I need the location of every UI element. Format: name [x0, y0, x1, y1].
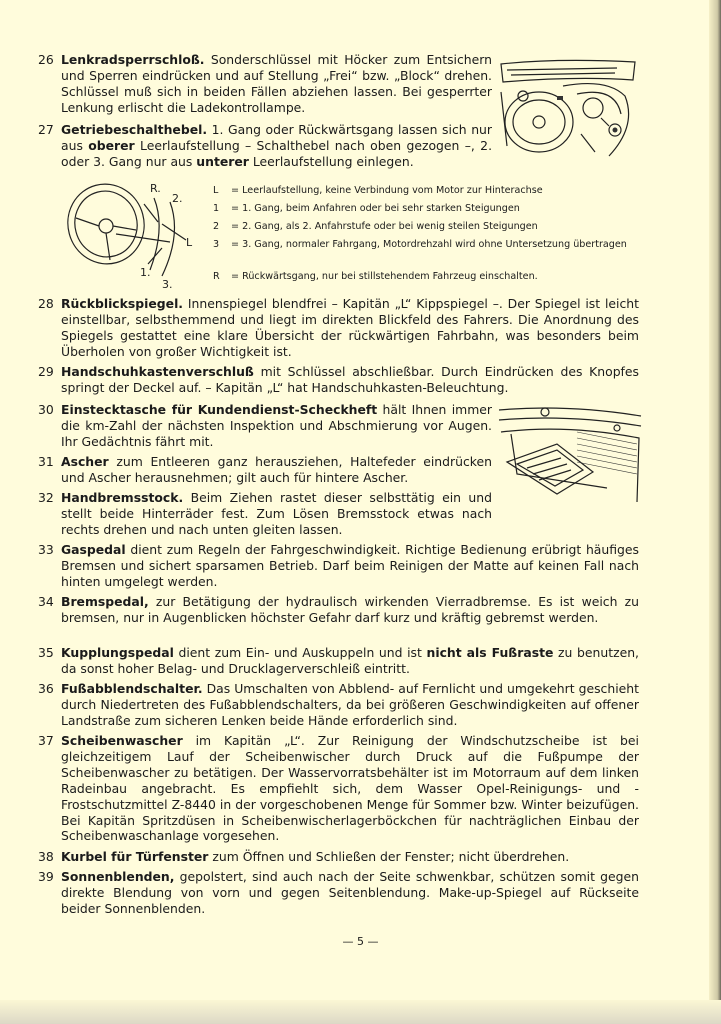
item-text: Getriebeschalthebel. 1. Gang oder Rückwärtsgang lassen sich nur aus oberer Leerlaufstellung – Schalthebel nach oben gezogen –, 2. oder 3. Gang nur aus unterer Leerlaufstellung einlegen. — [61, 122, 493, 169]
item-number: 29 — [38, 364, 54, 379]
item-text: Rückblickspiegel. Innenspiegel blendfrei – Kapitän „L“ Kippspiegel –. Der Spiegel ist leicht einstellbar, selbsthemmend und liegt im direkten Blickfeld des Fahrers. Die Anordnung des Spiegels gestattet eine klare Übersicht der rückwärtigen Fahrbahn, was besonders beim Überholen von großer Wichtigkeit ist. — [61, 296, 639, 359]
item-title: Handbremsstock. — [61, 490, 184, 505]
item-text: Handbremsstock. Beim Ziehen rastet dieser selbsttätig ein und stellt beide Hinterräder fest. Zum Lösen Bremsstock etwas nach rechts drehen und nach unten gleiten lassen. — [61, 490, 492, 537]
item-text: Bremspedal, zur Betätigung der hydraulisch wirkenden Vierradbremse. Es ist weich zu bremsen, nur in Augenblicken höchster Gefahr darf kurz und kräftig gebremst werden. — [61, 594, 639, 625]
item-text: Gaspedal dient zum Regeln der Fahrgeschwindigkeit. Richtige Bedienung erübrigt häufiges Bremsen und sichert sparsamen Betrieb. Darf beim Reinigen der Matte auf keinen Fall nach hinten umgelegt werden. — [61, 542, 639, 589]
item-number: 36 — [38, 681, 54, 696]
item-number: 31 — [38, 454, 54, 469]
item-title: Scheibenwascher — [61, 733, 183, 748]
item-number: 38 — [38, 849, 54, 864]
item-number: 39 — [38, 869, 54, 884]
item-text: Ascher zum Entleeren ganz herausziehen, Haltefeder eindrücken und Ascher herausnehmen; gilt auch für hintere Ascher. — [61, 454, 492, 485]
item-text: Sonnenblenden, gepolstert, sind auch nach der Seite schwenkbar, schützen somit gegen direkte Blendung von vorn und gegen Seitenblendung. Make-up-Spiegel auf Rückseite beider Sonnenblenden. — [61, 869, 639, 916]
gear-shift-diagram — [58, 178, 208, 288]
legend-row: L = Leerlaufstellung, keine Verbindung vom Motor zur Hinterachse — [213, 185, 543, 196]
legend-row: 1 = 1. Gang, beim Anfahren oder bei sehr starken Steigungen — [213, 203, 520, 214]
page-number: — 5 — — [342, 935, 379, 948]
item-title: Kurbel für Türfenster — [61, 849, 209, 864]
gear-legend — [213, 184, 653, 284]
page-bottom-edge — [0, 1000, 721, 1024]
item-title: Fußabblendschalter. — [61, 681, 203, 696]
page-edge — [709, 0, 721, 1024]
glovebox-illustration — [497, 404, 643, 504]
item-number: 34 — [38, 594, 54, 609]
item-title: Einstecktasche für Kundendienst-Scheckheft — [61, 402, 378, 417]
item-number: 27 — [38, 122, 54, 137]
item-title: Rückblickspiegel. — [61, 296, 184, 311]
item-number: 28 — [38, 296, 54, 311]
item-text: Kupplungspedal dient zum Ein- und Auskuppeln und ist nicht als Fußraste zu benutzen, da sonst hoher Belag- und Drucklagerverschleiß eintritt. — [61, 645, 639, 676]
item-title: Gaspedal — [61, 542, 126, 557]
legend-row: 2 = 2. Gang, als 2. Anfahrstufe oder bei wenig steilen Steigungen — [213, 221, 538, 232]
item-number: 30 — [38, 402, 54, 417]
gear-label-1: 1. — [140, 266, 151, 279]
item-title: Kupplungspedal — [61, 645, 174, 660]
item-text: Lenkradsperrschloß. Sonderschlüssel mit Höcker zum Entsichern und Sperren eindrücken und auf Stellung „Frei“ bzw. „Block“ drehen. Schlüssel muß sich in beiden Fällen abziehen lassen. Bei gesperrter Lenkung erlischt die Ladekontrollampe. — [61, 52, 492, 115]
item-title: Ascher — [61, 454, 109, 469]
item-number: 33 — [38, 542, 54, 557]
gear-label-3: 3. — [162, 278, 173, 288]
gear-label-l: L — [186, 236, 193, 249]
item-number: 37 — [38, 733, 54, 748]
item-number: 35 — [38, 645, 54, 660]
item-number: 32 — [38, 490, 54, 505]
item-title: Getriebeschalthebel. — [61, 122, 208, 137]
gear-label-2: 2. — [172, 192, 183, 205]
gear-label-r: R. — [150, 182, 161, 195]
item-text: Handschuhkastenverschluß mit Schlüssel abschließbar. Durch Eindrücken des Knopfes springt der Deckel auf. – Kapitän „L“ hat Handschuhkasten-Beleuchtung. — [61, 364, 639, 395]
item-text: Scheibenwascher im Kapitän „L“. Zur Reinigung der Windschutzscheibe ist bei gleichzeitigem Lauf der Scheibenwischer durch Druck auf die Fußpumpe der Scheibenwascher zu betätigen. Der Wasservorratsbehälter ist im Motorraum auf dem linken Radeinbau angebracht. Es empfiehlt sich, dem Wasser Opel-Reinigungs- und -Frostschutzmittel Z-8440 in der vorgeschobenen Menge für Sommer bzw. Winter beizufügen. Bei Kapitän Spritzdüsen in Scheibenwischerlagerböckchen für nachträglichen Einbau der Scheibenwaschanlage vorgesehen. — [61, 733, 639, 844]
item-title: Sonnenblenden, — [61, 869, 175, 884]
item-text: Fußabblendschalter. Das Umschalten von Abblend- auf Fernlicht und umgekehrt geschieht durch Niedertreten des Fußabblendschalters, da bei größeren Geschwindigkeiten auf offener Landstraße zum sicheren Lenken beide Hände erforderlich sind. — [61, 681, 639, 728]
item-number: 26 — [38, 52, 54, 67]
legend-row: R = Rückwärtsgang, nur bei stillstehendem Fahrzeug einschalten. — [213, 271, 538, 282]
item-text: Kurbel für Türfenster zum Öffnen und Schließen der Fenster; nicht überdrehen. — [61, 849, 570, 864]
item-title: Handschuhkastenverschluß — [61, 364, 254, 379]
legend-row: 3 = 3. Gang, normaler Fahrgang, Motordrehzahl wird ohne Untersetzung übertragen — [213, 239, 627, 250]
item-title: Lenkradsperrschloß. — [61, 52, 205, 67]
item-text: Einstecktasche für Kundendienst-Scheckheft hält Ihnen immer die km-Zahl der nächsten Inspektion und Abschmierung vor Augen. Ihr Gedächtnis fährt mit. — [61, 402, 492, 449]
dashboard-illustration — [497, 56, 639, 160]
item-title: Bremspedal, — [61, 594, 149, 609]
